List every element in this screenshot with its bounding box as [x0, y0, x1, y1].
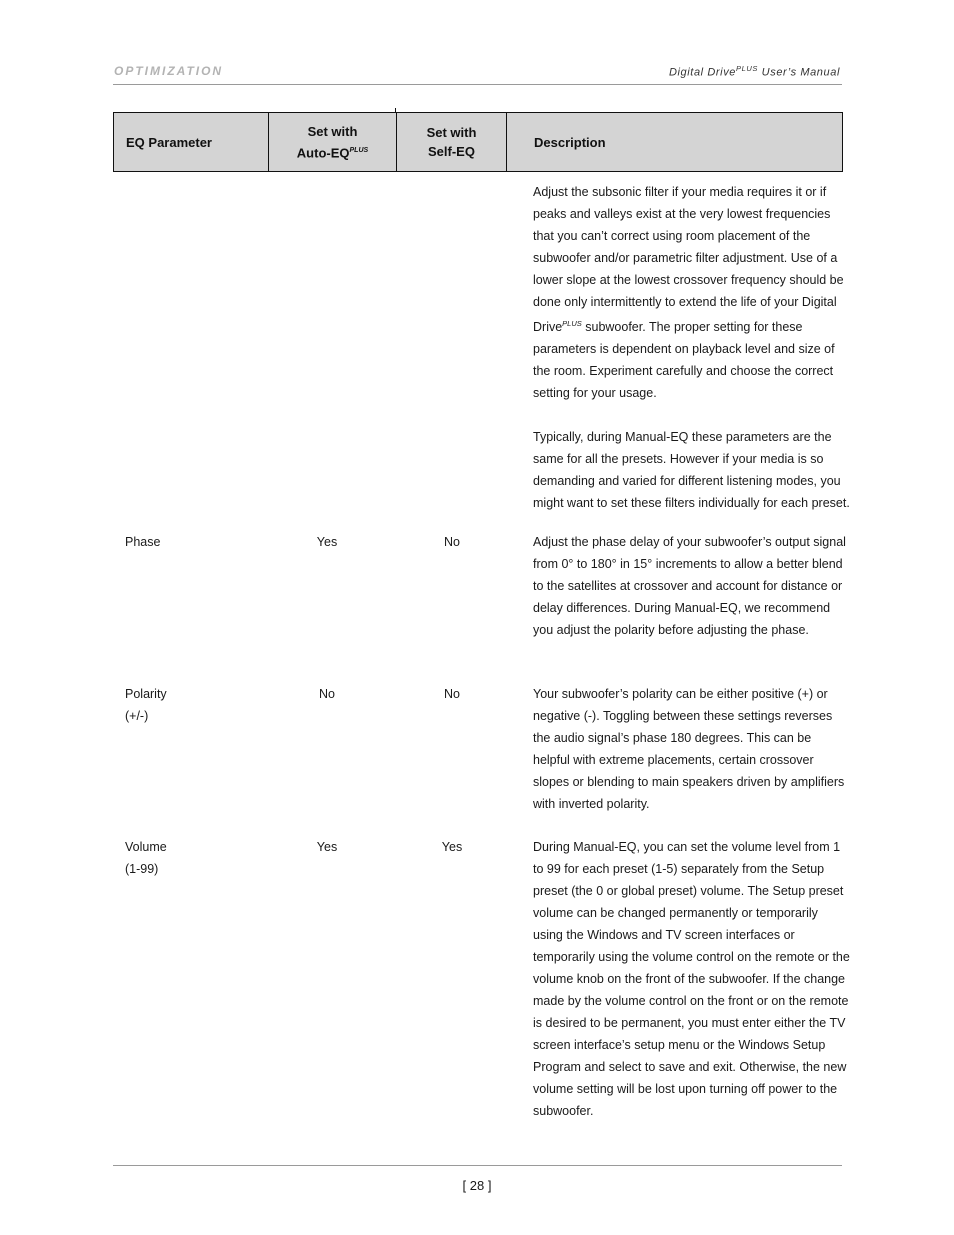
volume-auto-eq: Yes: [316, 840, 338, 854]
header-set-with-self-eq: Set with Self-EQ: [396, 113, 506, 171]
phase-self-eq: No: [444, 535, 460, 549]
manual-title: Digital Drive$^{PLUS}$ User’s Manual: [668, 64, 840, 79]
phase-description: Adjust the phase delay of your subwoofer’s output signal from 0° to 180° in 15° increments to allow a better blend to the satellites at crossover and account for distance or delay differences. During Manual-EQ, we recommend you adjust the polarity before adjusting the phase.: [533, 535, 846, 637]
page-number: [ 28 ]: [462, 1178, 492, 1193]
running-header: [113, 64, 842, 85]
polarity-self-eq: No: [444, 687, 460, 701]
header-set-with-auto-eq: Set with Auto-$EQ^{PLUS}$: [268, 113, 396, 171]
subsonic-description-p2: Typically, during Manual-EQ these parameters are the same for all the presets. However if your media is so demanding and varied for different listening modes, you might want to set these filters individually for each preset.: [533, 430, 850, 511]
header-eq-parameter: EQ Parameter: [126, 134, 212, 150]
volume-self-eq: Yes: [441, 840, 463, 854]
polarity-param: Polarity (+/-): [125, 687, 167, 723]
volume-description: During Manual-EQ, you can set the volume level from 1 to 99 for each preset (1-5) separately from the Setup preset (the 0 or global preset) volume. The Setup preset volume can be changed permanently or temporarily using the Windows and TV screen interfaces or temporarily using the volume control on the remote or the volume knob on the front of the subwoofer. If the change made by the volume control on the front or on the remote is desired to be permanent, you must enter either the TV screen interface’s setup menu or the Windows Setup Program and select to save and exit. Otherwise, the new volume setting will be lost upon turning off power to the subwoofer.: [533, 840, 850, 1118]
subsonic-description: [533, 181, 851, 514]
section-name: OPTIMIZATION: [114, 64, 224, 78]
polarity-auto-eq: No: [319, 687, 335, 701]
header-description: Description: [506, 113, 842, 171]
polarity-description: Your subwoofer’s polarity can be either positive (+) or negative (-). Toggling between these settings reverses the audio signal’s phase 180 degrees. This can be helpful with extreme placements, certain crossover slopes or blending to main speakers driven by amplifiers with inverted polarity.: [533, 687, 845, 811]
subsonic-description-p1: Adjust the subsonic filter if your media requires it or if peaks and valleys exist at the very lowest frequencies that you can’t correct using room placement of the subwoofer and/or parametric filter adjustment. Use of a lower slope at the lowest crossover frequency should be done only intermittently to extend the life of your Digital Drive$^{PLUS}$ subwoofer. The proper setting for these parameters is dependent on playback level and size of the room. Experiment carefully and choose the correct setting for your usage.: [533, 185, 844, 401]
phase-auto-eq: Yes: [316, 535, 338, 549]
phase-param: Phase: [125, 535, 161, 549]
table-header-row: [113, 112, 843, 172]
volume-param: Volume (1-99): [125, 840, 167, 876]
footer-rule: [113, 1165, 842, 1166]
